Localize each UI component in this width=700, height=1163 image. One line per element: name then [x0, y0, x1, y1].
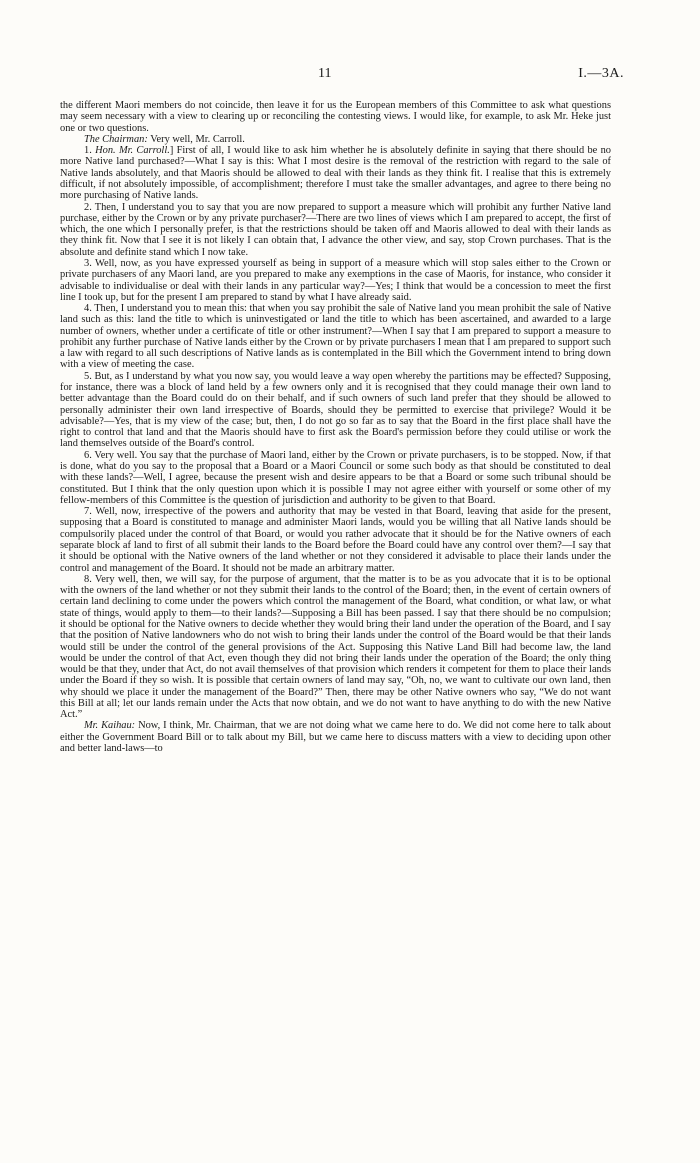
paragraph-question-2: 2. Then, I understand you to say that you are now prepared to support a measure which will prohibit any further Native land purchase, either by the Crown or by any private purchaser?—There are two lines of views which I am prepared to accept, the first of which, the one which I personally prefer, is that the restrictions should be taken off and Maoris allowed to deal with their lands as they think fit. Now that I see it is not likely I can obtain that, I advance the other view, and say, stop Crown purchases. That is the absolute and definite stand which I now take.	[60, 201, 611, 258]
paragraph-question-8: 8. Very well, then, we will say, for the purpose of argument, that the matter is to be as you advocate that it is to be optional with the owners of the land whether or not they submit their lands to the control of the Board; then, in the event of certain owners of certain land declining to come under the powers which control the management of the Board, what condition, or what law, or what state of things, would apply to them—to their lands?—Supposing a Bill has been passed. I say that there should be no compulsion; it should be optional for the Native owners to decide whether they would bring their land under the operation of the Board, and I say that the position of Native landowners who do not wish to bring their lands under the control of the Board would be that their lands would still be under the control of the general provisions of the Act. Supposing this Native Land Bill had become law, the land would be under the control of that Act, even though they did not bring their lands under the operation of the Board; the only thing would be that they, under that Act, do not avail themselves of that provision which renders it competent for them to place their lands under the Board if they so wish. It is possible that certain owners of land may say, “Oh, no, we want to cultivate our own land, then why should we place it under the management of the Board?” Then, there may be other Native owners who say, “We do not want this Bill at all; let our lands remain under the Acts that now obtain, and we do not want to have anything to do with the new Native Act.”	[60, 573, 611, 721]
paragraph-question-3: 3. Well, now, as you have expressed yourself as being in support of a measure which will stop sales either to the Crown or private purchasers of any Maori land, are you prepared to make any exemptions in the case of Maoris, for instance, who consider it advisable to individualise or deal with their lands in any particular way?—Yes; I think that would be a concession to meet the first line I took up, but for the present I am prepared to stand by what I have already said.	[60, 257, 611, 303]
page-header	[0, 66, 700, 82]
paragraph-continuation: the different Maori members do not coincide, then leave it for us the European members of this Committee to ask what questions may seem necessary with a view to clearing up or reconciling the contesting views. I would like, for example, to ask Mr. Heke just one or two questions.	[60, 100, 611, 134]
page-number: 11	[318, 66, 332, 81]
paragraph-question-5: 5. But, as I understand by what you now say, you would leave a way open whereby the partitions may be effected? Supposing, for instance, there was a block of land held by a few owners only and it is recognised that they could manage their own land to better advantage than the Board could do on their behalf, and if such owners of such land prefer that they should be allowed to personally administer their own land irrespective of Boards, should they be permitted to exercise that privilege? Would it be advisable?—Yes, that is my view of the case; but, then, I do not go so far as to say that the Board in the first place shall have the right to control that land and that the Maoris should have to first ask the Board's permission before they could utilise or work the land themselves outside of the Board's control.	[60, 370, 611, 450]
speaker-name: Hon. Mr. Carroll.	[95, 145, 170, 157]
paragraph-chairman-remark: The Chairman: Very well, Mr. Carroll.	[84, 133, 245, 145]
document-reference: I.—3A.	[578, 66, 624, 81]
paragraph-question-6: 6. Very well. You say that the purchase of Maori land, either by the Crown or private purchasers, is to be stopped. Now, if that is done, what do you say to the proposal that a Board or a Maori Council or some such body as that should be constituted to deal with these lands?—Well, I agree, because the present wish and desire appears to be that a Board or some such tribunal should be constituted. But I think that the only question upon which it is possible I may not agree either with yourself or some other of my fellow-members of this Committee is the question of jurisdiction and authority to be given to that Board.	[60, 449, 611, 506]
speaker-name: Mr. Kaihau:	[84, 720, 136, 732]
paragraph-kaihau-remark: Mr. Kaihau: Now, I think, Mr. Chairman, that we are not doing what we came here to do. We did not come here to talk about either the Government Board Bill or to talk about my Bill, but we came here to discuss matters with a view to deciding upon other and better land-laws—to	[60, 720, 611, 755]
paragraph-question-4: 4. Then, I understand you to mean this: that when you say prohibit the sale of Native land you mean prohibit the sale of Native land such as this: land the title to which is uninvestigated or land the title to which has been ascertained, and awarded to a large number of owners, whether under a certificate of title or other instrument?—When I say that I am prepared to support a measure to prohibit any further purchase of Native lands either by the Crown or by private purchasers I mean that I am prepared to support such a law with regard to all such descriptions of Native lands as is contemplated in the Bill which the Government intend to bring down with a view of meeting the case.	[60, 303, 611, 371]
paragraph-question-7: 7. Well, now, irrespective of the powers and authority that may be vested in that Board, leaving that aside for the present, supposing that a Board is constituted to manage and administer Maori lands, would you be willing that all Native lands should be compulsorily placed under the control of that Board, or would you rather advocate that it should be for the Native owners of each separate block af land to first of all submit their lands to the Board before the Board could have any control over them?—I say that it should be optional with the Native owners of the land whether or not they considered it advisable to place their lands under the control and management of the Board. It should not be made an arbitrary matter.	[60, 506, 611, 574]
speaker-name: The Chairman:	[84, 133, 148, 145]
body-text	[60, 100, 611, 754]
paragraph-question-1: 1. Hon. Mr. Carroll.] First of all, I would like to ask him whether he is absolutely definite in saying that there should be no more Native land purchased?—What I say is this: What I most desire is the removal of the restriction with regard to the sale of Native lands absolutely, and that Maoris should be allowed to deal with their lands as they think fit. I realise that this is extremely difficult, if not absolutely impossible, of accomplishment; therefore I must take the smaller advantages, and agree to there being no more purchasing of Native lands.	[60, 145, 612, 202]
